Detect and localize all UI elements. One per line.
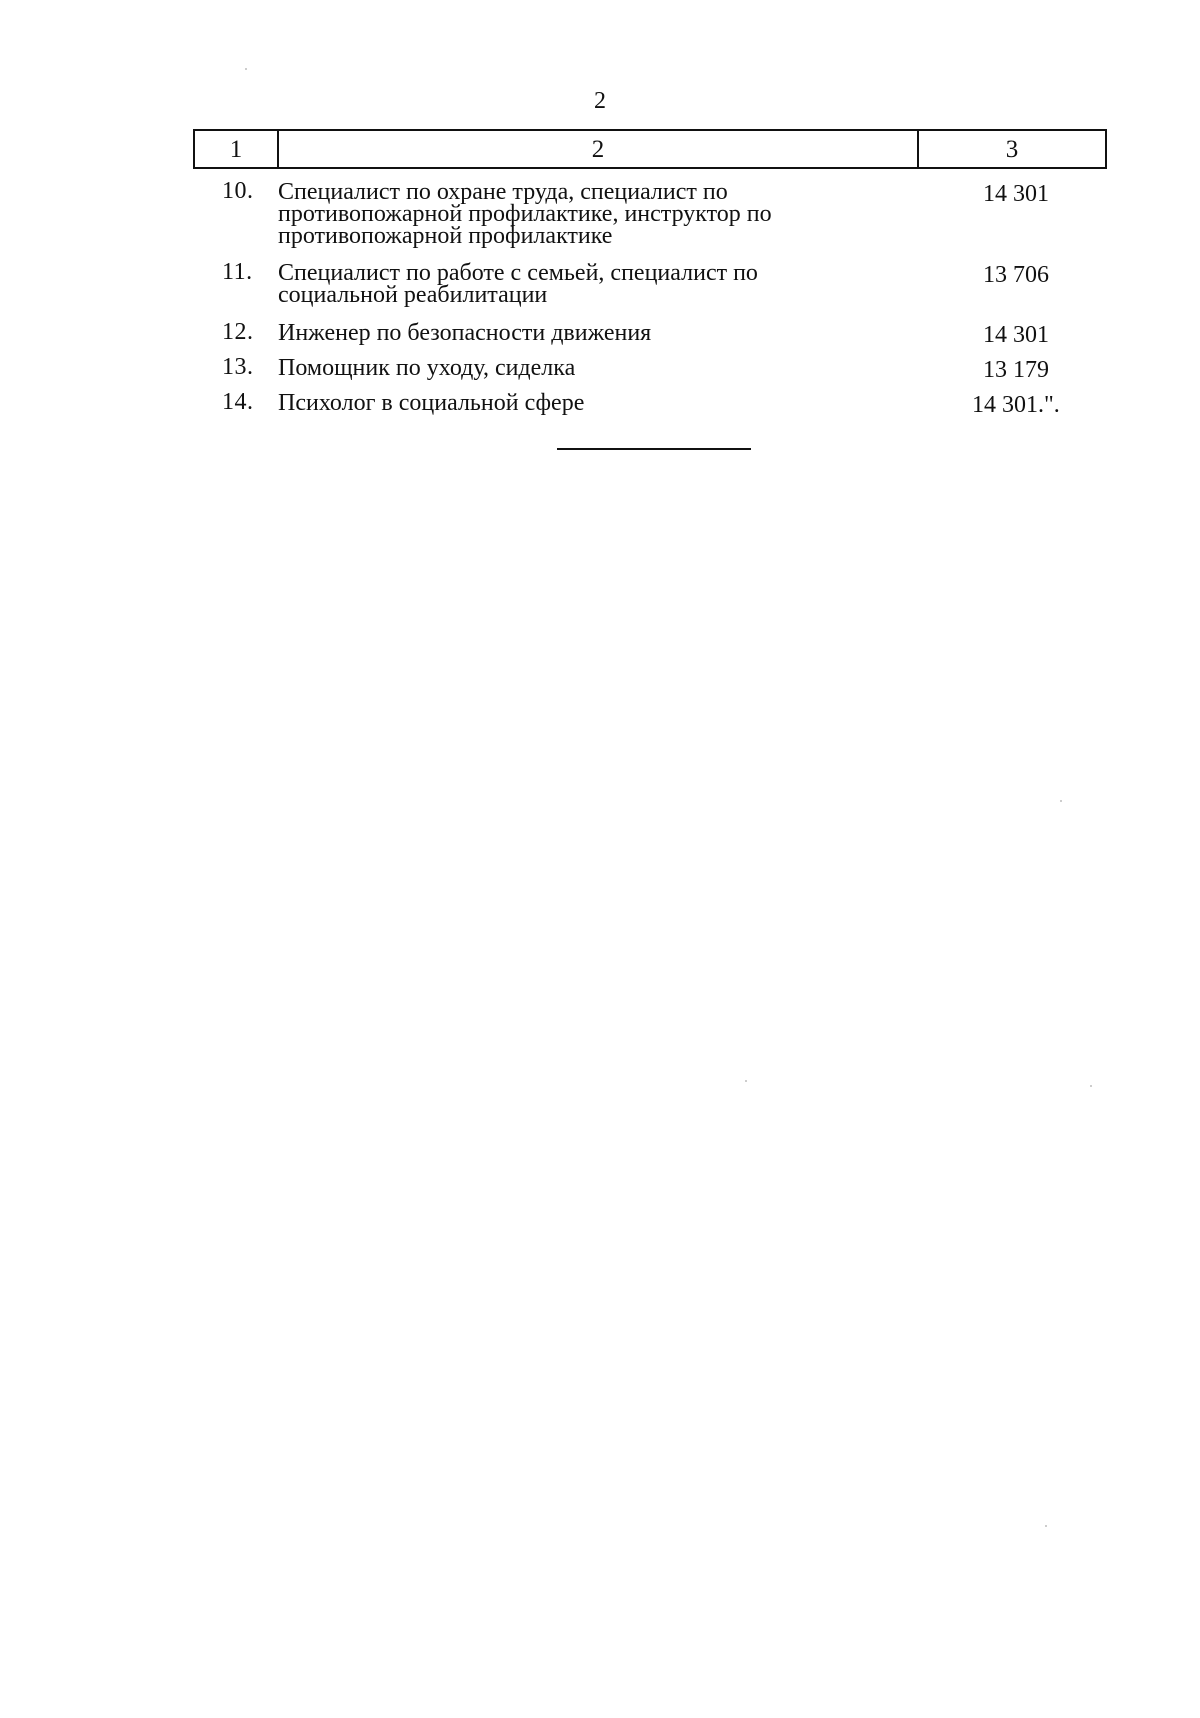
scan-speck <box>245 68 247 70</box>
row-description-line: Помощник по уходу, сиделка <box>278 355 576 381</box>
column-header-1: 1 <box>195 131 279 167</box>
row-description <box>278 262 878 306</box>
row-description-line: Инженер по безопасности движения <box>278 320 652 346</box>
scan-speck <box>1060 800 1062 802</box>
page-number: 2 <box>594 88 606 114</box>
row-value: 14 301.". <box>972 392 1060 418</box>
row-description-line: противопожарной профилактике, инструктор по <box>278 201 772 227</box>
end-of-document-rule <box>557 448 751 450</box>
row-number: 11. <box>222 259 253 285</box>
row-description <box>278 392 878 414</box>
table-header-row <box>193 129 1107 169</box>
row-description-line: Специалист по охране труда, специалист по <box>278 179 728 205</box>
row-value: 14 301 <box>983 322 1049 348</box>
row-description <box>278 322 878 344</box>
row-value: 14 301 <box>983 181 1049 207</box>
scan-speck <box>745 1080 747 1082</box>
row-number: 10. <box>222 178 254 204</box>
row-value: 13 706 <box>983 262 1049 288</box>
column-header-2: 2 <box>279 131 919 167</box>
row-value: 13 179 <box>983 357 1049 383</box>
row-description-line: противопожарной профилактике <box>278 223 613 249</box>
column-header-3: 3 <box>1005 136 1019 163</box>
row-description-line: Специалист по работе с семьей, специалист по <box>278 260 758 286</box>
row-number: 12. <box>222 319 254 345</box>
row-description-line: социальной реабилитации <box>278 282 548 308</box>
scan-speck <box>1090 1085 1092 1087</box>
row-description <box>278 357 878 379</box>
row-number: 13. <box>222 354 254 380</box>
row-description-line: Психолог в социальной сфере <box>278 390 585 416</box>
row-description <box>278 181 878 247</box>
row-number: 14. <box>222 389 254 415</box>
scan-speck <box>1045 1525 1047 1527</box>
